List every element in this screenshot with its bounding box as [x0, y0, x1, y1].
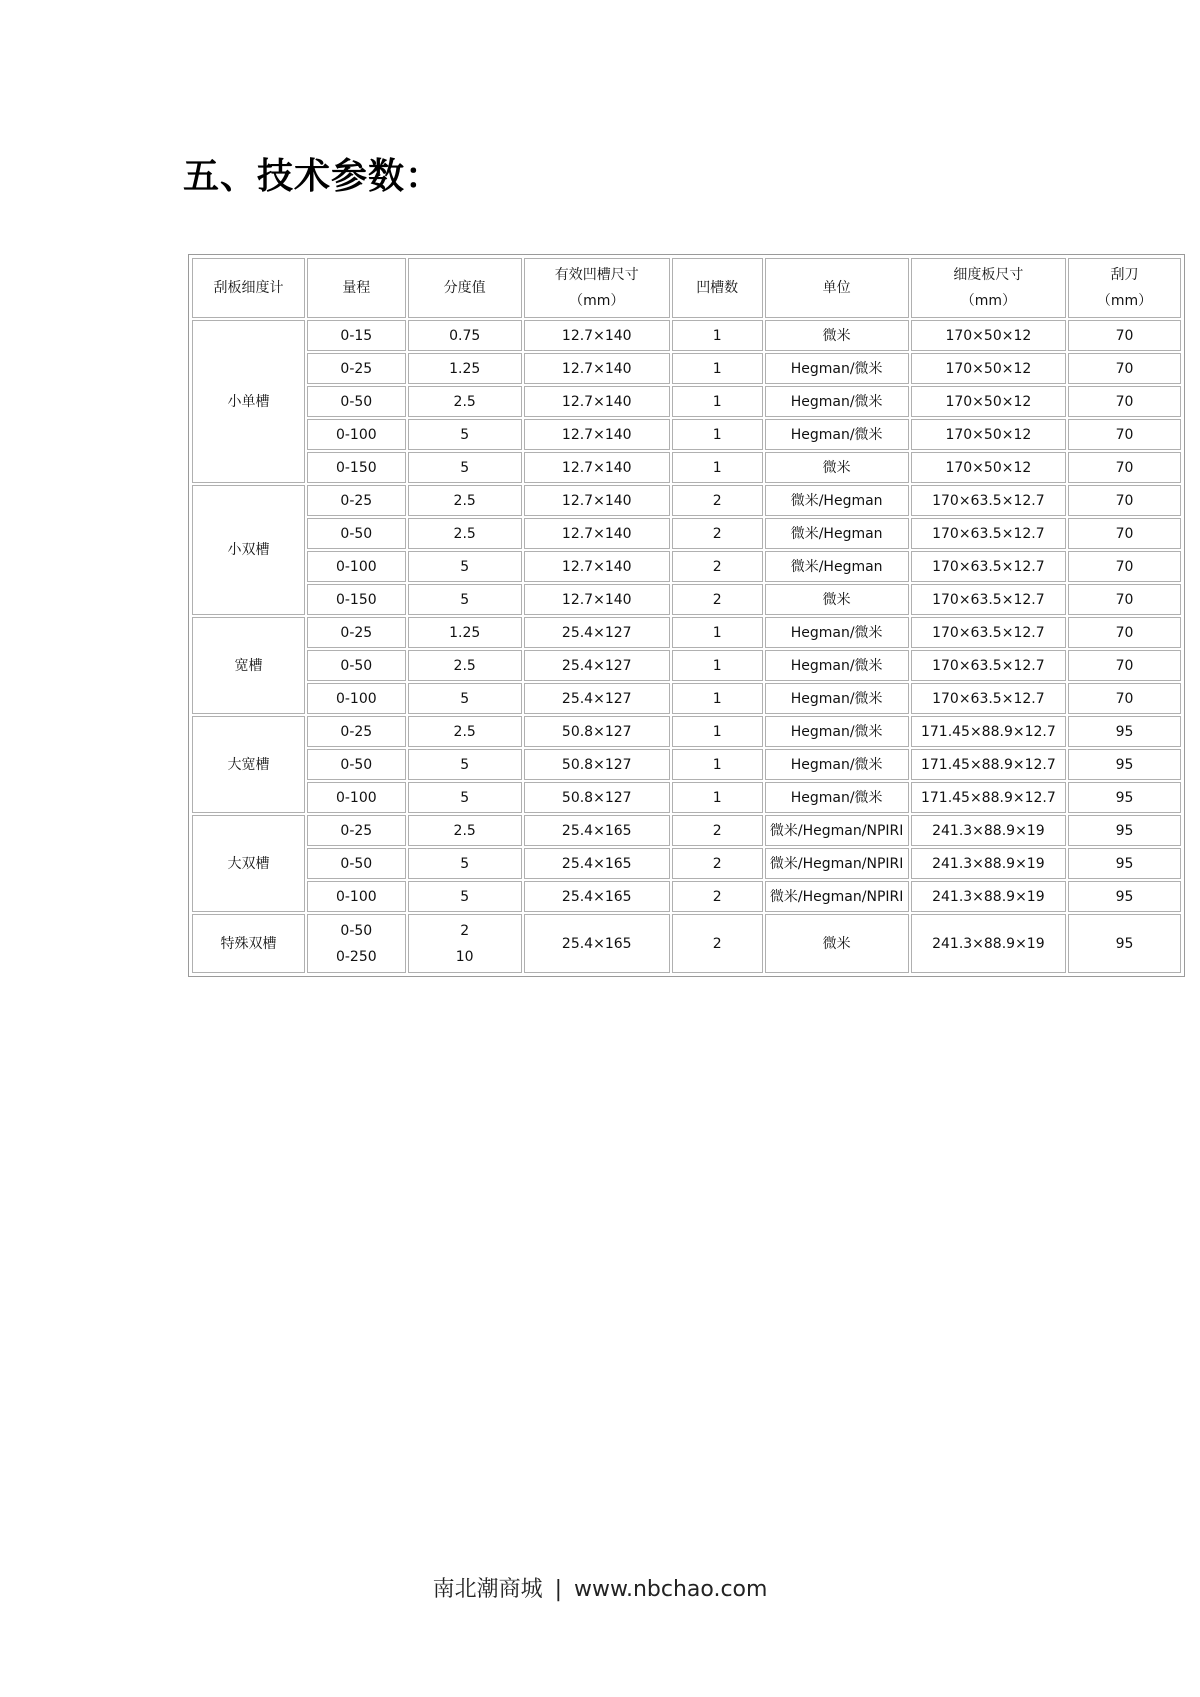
- table-cell: 0-50 0-250: [307, 914, 406, 973]
- table-cell: 微米/Hegman/NPIRI: [765, 848, 909, 879]
- table-cell: 2: [672, 518, 763, 549]
- table-cell: 0.75: [408, 320, 522, 351]
- table-cell: 微米/Hegman/NPIRI: [765, 815, 909, 846]
- table-cell: 0-25: [307, 815, 406, 846]
- table-cell: 171.45×88.9×12.7: [911, 749, 1066, 780]
- table-cell: 50.8×127: [524, 782, 670, 813]
- table-cell: 5: [408, 551, 522, 582]
- table-cell: 0-100: [307, 419, 406, 450]
- group-label-cell: 特殊双槽: [192, 914, 305, 973]
- table-cell: 微米/Hegman: [765, 518, 909, 549]
- table-cell: 70: [1068, 419, 1181, 450]
- table-cell: 微米: [765, 320, 909, 351]
- table-cell: 70: [1068, 518, 1181, 549]
- table-cell: 2.5: [408, 518, 522, 549]
- table-row: [192, 518, 1181, 549]
- table-cell: 0-25: [307, 485, 406, 516]
- table-header-cell: 分度值: [408, 258, 522, 318]
- table-cell: 5: [408, 683, 522, 714]
- table-cell: 50.8×127: [524, 749, 670, 780]
- spec-table-container: [188, 254, 1185, 977]
- table-cell: 70: [1068, 617, 1181, 648]
- table-row: [192, 353, 1181, 384]
- table-cell: 70: [1068, 551, 1181, 582]
- table-cell: 1: [672, 716, 763, 747]
- table-cell: 70: [1068, 683, 1181, 714]
- table-cell: 2: [672, 551, 763, 582]
- table-cell: 5: [408, 848, 522, 879]
- table-cell: 170×50×12: [911, 452, 1066, 483]
- table-header-cell: 刮刀 （mm）: [1068, 258, 1181, 318]
- table-cell: Hegman/微米: [765, 650, 909, 681]
- table-cell: 95: [1068, 749, 1181, 780]
- table-cell: 170×63.5×12.7: [911, 584, 1066, 615]
- table-cell: 25.4×127: [524, 650, 670, 681]
- table-cell: 170×50×12: [911, 419, 1066, 450]
- table-row: [192, 914, 1181, 973]
- table-cell: 25.4×165: [524, 848, 670, 879]
- table-cell: 0-25: [307, 353, 406, 384]
- table-cell: 0-50: [307, 386, 406, 417]
- table-cell: 12.7×140: [524, 584, 670, 615]
- table-header-cell: 刮板细度计: [192, 258, 305, 318]
- table-cell: 25.4×165: [524, 881, 670, 912]
- table-row: [192, 650, 1181, 681]
- table-cell: 0-150: [307, 584, 406, 615]
- table-cell: 2: [672, 848, 763, 879]
- table-cell: 微米/Hegman: [765, 485, 909, 516]
- table-cell: 12.7×140: [524, 452, 670, 483]
- table-cell: 12.7×140: [524, 518, 670, 549]
- table-cell: 0-50: [307, 518, 406, 549]
- table-cell: 2: [672, 485, 763, 516]
- page-footer: [0, 1572, 1200, 1603]
- table-header-cell: 单位: [765, 258, 909, 318]
- table-cell: 1: [672, 452, 763, 483]
- table-cell: 0-25: [307, 617, 406, 648]
- table-row: [192, 320, 1181, 351]
- table-cell: 12.7×140: [524, 551, 670, 582]
- table-cell: 5: [408, 452, 522, 483]
- group-label-cell: 大宽槽: [192, 716, 305, 813]
- table-cell: Hegman/微米: [765, 749, 909, 780]
- table-cell: 微米: [765, 914, 909, 973]
- table-cell: 241.3×88.9×19: [911, 881, 1066, 912]
- table-cell: 2 10: [408, 914, 522, 973]
- table-cell: 12.7×140: [524, 485, 670, 516]
- table-cell: 2.5: [408, 716, 522, 747]
- table-cell: Hegman/微米: [765, 419, 909, 450]
- table-cell: 70: [1068, 386, 1181, 417]
- table-cell: 170×50×12: [911, 320, 1066, 351]
- table-cell: 12.7×140: [524, 353, 670, 384]
- table-cell: 微米: [765, 584, 909, 615]
- table-cell: 微米/Hegman/NPIRI: [765, 881, 909, 912]
- table-cell: 171.45×88.9×12.7: [911, 716, 1066, 747]
- table-row: [192, 617, 1181, 648]
- table-cell: 95: [1068, 716, 1181, 747]
- table-header-cell: 细度板尺寸 （mm）: [911, 258, 1066, 318]
- page-heading: 五、技术参数：: [183, 155, 443, 197]
- table-cell: 2: [672, 815, 763, 846]
- footer-brand: 南北潮商城: [432, 1577, 543, 1602]
- table-row: [192, 815, 1181, 846]
- table-cell: 241.3×88.9×19: [911, 914, 1066, 973]
- table-cell: 1: [672, 683, 763, 714]
- table-cell: 95: [1068, 848, 1181, 879]
- table-cell: 241.3×88.9×19: [911, 815, 1066, 846]
- table-cell: 0-15: [307, 320, 406, 351]
- table-cell: 70: [1068, 452, 1181, 483]
- table-row: [192, 848, 1181, 879]
- group-label-cell: 小单槽: [192, 320, 305, 483]
- table-row: [192, 551, 1181, 582]
- table-cell: 2: [672, 584, 763, 615]
- table-header-cell: 量程: [307, 258, 406, 318]
- table-cell: 2: [672, 881, 763, 912]
- table-cell: 0-100: [307, 551, 406, 582]
- table-cell: 25.4×127: [524, 617, 670, 648]
- table-cell: 0-100: [307, 881, 406, 912]
- table-cell: Hegman/微米: [765, 683, 909, 714]
- table-row: [192, 749, 1181, 780]
- table-cell: 170×63.5×12.7: [911, 617, 1066, 648]
- table-cell: 0-50: [307, 749, 406, 780]
- table-header-row: [192, 258, 1181, 318]
- table-header-cell: 凹槽数: [672, 258, 763, 318]
- table-cell: 2.5: [408, 815, 522, 846]
- table-cell: Hegman/微米: [765, 716, 909, 747]
- table-cell: 95: [1068, 881, 1181, 912]
- table-cell: Hegman/微米: [765, 353, 909, 384]
- table-cell: 95: [1068, 914, 1181, 973]
- table-cell: 1.25: [408, 353, 522, 384]
- table-cell: 170×50×12: [911, 386, 1066, 417]
- table-cell: 5: [408, 749, 522, 780]
- table-row: [192, 716, 1181, 747]
- table-cell: 0-25: [307, 716, 406, 747]
- table-cell: 2.5: [408, 650, 522, 681]
- table-cell: 1: [672, 419, 763, 450]
- table-cell: 5: [408, 584, 522, 615]
- table-cell: 5: [408, 419, 522, 450]
- table-cell: 12.7×140: [524, 419, 670, 450]
- table-row: [192, 782, 1181, 813]
- table-cell: 2.5: [408, 485, 522, 516]
- table-row: [192, 683, 1181, 714]
- table-cell: 170×63.5×12.7: [911, 551, 1066, 582]
- table-cell: 70: [1068, 353, 1181, 384]
- footer-separator: |: [554, 1577, 562, 1602]
- table-cell: 12.7×140: [524, 320, 670, 351]
- table-cell: 95: [1068, 815, 1181, 846]
- table-cell: 12.7×140: [524, 386, 670, 417]
- table-row: [192, 452, 1181, 483]
- table-cell: 1: [672, 353, 763, 384]
- group-label-cell: 小双槽: [192, 485, 305, 615]
- table-cell: Hegman/微米: [765, 782, 909, 813]
- table-cell: 5: [408, 782, 522, 813]
- table-row: [192, 881, 1181, 912]
- table-row: [192, 584, 1181, 615]
- table-cell: 170×63.5×12.7: [911, 683, 1066, 714]
- technical-parameters-table: [190, 256, 1183, 975]
- table-cell: 1: [672, 749, 763, 780]
- table-cell: 170×50×12: [911, 353, 1066, 384]
- table-cell: 1: [672, 320, 763, 351]
- table-cell: 70: [1068, 485, 1181, 516]
- table-cell: 170×63.5×12.7: [911, 485, 1066, 516]
- group-label-cell: 大双槽: [192, 815, 305, 912]
- table-cell: 170×63.5×12.7: [911, 518, 1066, 549]
- table-cell: 0-50: [307, 650, 406, 681]
- table-cell: 2.5: [408, 386, 522, 417]
- table-cell: 241.3×88.9×19: [911, 848, 1066, 879]
- table-cell: 1.25: [408, 617, 522, 648]
- table-cell: 2: [672, 914, 763, 973]
- table-cell: 95: [1068, 782, 1181, 813]
- table-cell: 5: [408, 881, 522, 912]
- group-label-cell: 宽槽: [192, 617, 305, 714]
- table-cell: 171.45×88.9×12.7: [911, 782, 1066, 813]
- table-cell: 70: [1068, 650, 1181, 681]
- table-cell: 微米: [765, 452, 909, 483]
- table-cell: 25.4×165: [524, 815, 670, 846]
- table-cell: 1: [672, 617, 763, 648]
- table-cell: 70: [1068, 584, 1181, 615]
- table-row: [192, 419, 1181, 450]
- table-cell: 0-150: [307, 452, 406, 483]
- table-cell: Hegman/微米: [765, 617, 909, 648]
- table-cell: 0-50: [307, 848, 406, 879]
- table-row: [192, 485, 1181, 516]
- table-cell: 70: [1068, 320, 1181, 351]
- table-cell: 25.4×127: [524, 683, 670, 714]
- table-cell: 170×63.5×12.7: [911, 650, 1066, 681]
- table-cell: Hegman/微米: [765, 386, 909, 417]
- table-cell: 1: [672, 782, 763, 813]
- footer-url[interactable]: www.nbchao.com: [574, 1577, 768, 1602]
- table-cell: 1: [672, 386, 763, 417]
- table-header-cell: 有效凹槽尺寸 （mm）: [524, 258, 670, 318]
- table-cell: 微米/Hegman: [765, 551, 909, 582]
- table-cell: 0-100: [307, 683, 406, 714]
- table-cell: 50.8×127: [524, 716, 670, 747]
- table-cell: 0-100: [307, 782, 406, 813]
- table-row: [192, 386, 1181, 417]
- table-cell: 1: [672, 650, 763, 681]
- table-cell: 25.4×165: [524, 914, 670, 973]
